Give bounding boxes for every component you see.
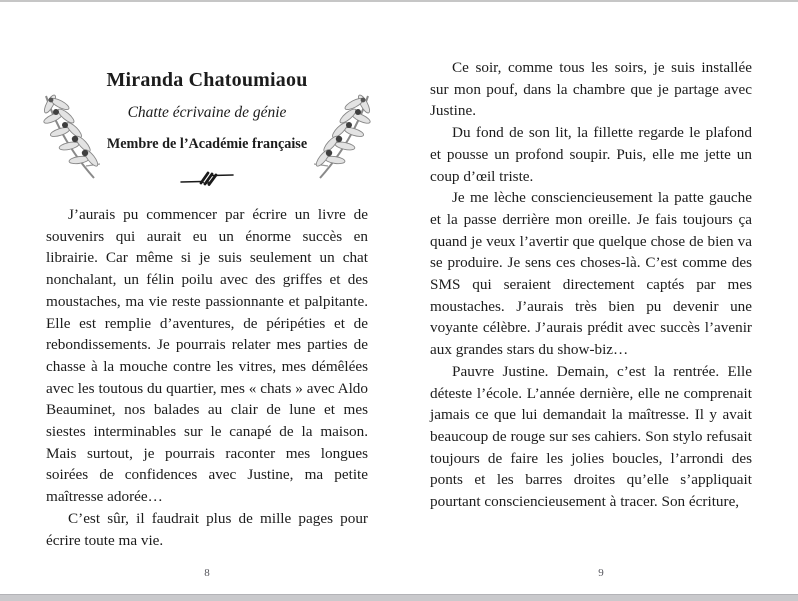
window-bottom-edge	[0, 594, 798, 601]
page-number-right: 9	[598, 567, 604, 579]
right-page	[430, 57, 752, 557]
paragraph: Pauvre Justine. Demain, c’est la rentrée. Elle déteste l’école. L’année dernière, elle ne comprenait jamais ce que lui demandait la maîtresse. Il y avait beaucoup de rouge sur ses cahiers. Son stylo refusait toujours de faire les jolies boucles, l’arrondi des ponts et les barres droites qu’elle s’appliquait pourtant consciencieusement à tracer. Son écriture,	[430, 362, 752, 511]
right-page-text	[430, 57, 752, 513]
chapter-heading	[46, 68, 368, 187]
author-membership: Membre de l’Académie française	[106, 136, 308, 152]
paragraph: Du fond de son lit, la fillette regarde le plafond et pousse un profond soupir. Puis, elle me jette un coup d’œil triste.	[430, 124, 752, 185]
olive-branch-left-icon	[36, 88, 100, 182]
paragraph: J’aurais pu commencer par écrire un livre de souvenirs qui aurait eu un énorme succès en librairie. Car même si je suis seulement un chat nonchalant, un félin poilu avec des griffes et des moustaches, ma vie reste passionnante et palpitante. Elle est remplie d’aventures, de péripéties et de rebondissements. Je pourrais relater mes parties de chasse à la mouche contre les vitres, mes démêlées avec les toutous du quartier, mes « chats » avec Aldo Beauminet, nos balades au clair de lune et mes siestes interminables sur le canapé de la maison. Mais surtout, je pourrais raconter mes longues soirées de confidences avec Justine, ma petite maîtresse adorée…	[46, 206, 368, 506]
paragraph: Ce soir, comme tous les soirs, je suis installée sur mon pouf, dans la chambre que je partage avec Justine.	[430, 59, 752, 120]
left-page	[46, 0, 368, 560]
olive-branch-right-icon	[314, 88, 378, 182]
paragraph: C’est sûr, il faudrait plus de mille pages pour écrire toute ma vie.	[46, 509, 368, 549]
paragraph: Je me lèche consciencieusement la patte gauche et la passe derrière mon oreille. Je fais toujours ça quand je veux l’avertir que quelque chose de bien va se produire. Je sens ces choses-là. C’est comme des SMS qui seraient directement captés par mes moustaches. J’aurais très bien pu devenir une voyante célèbre. J’aurais prédit avec succès l’avenir aux grandes stars du show-biz…	[430, 189, 752, 359]
left-page-text	[46, 204, 368, 551]
page-number-left: 8	[204, 567, 210, 579]
author-name: Miranda Chatoumiaou	[106, 69, 308, 91]
author-role: Chatte écrivaine de génie	[127, 104, 287, 121]
